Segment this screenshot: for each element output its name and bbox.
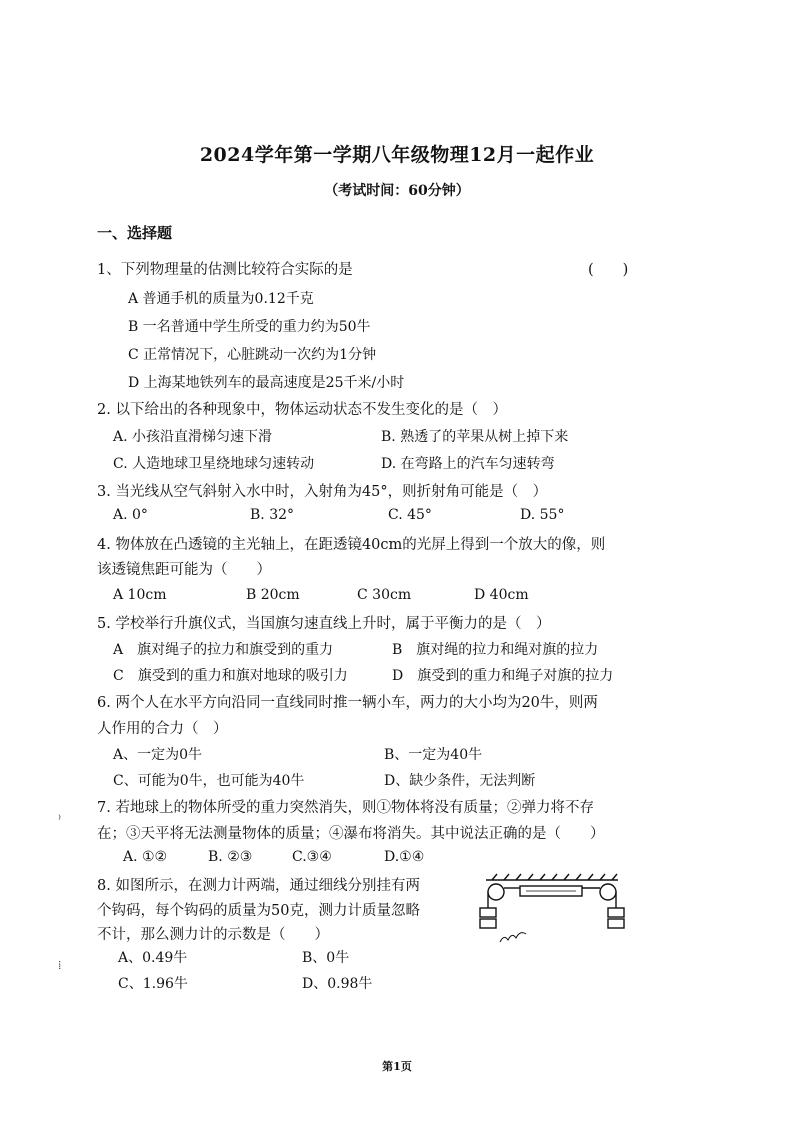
left-pulley <box>488 884 504 900</box>
question-6-stem-continued: 人作用的合力（ ） <box>97 721 228 737</box>
question-7-stem-continued: 在；③天平将无法测量物体的质量；④瀑布将消失。其中说法正确的是（ ） <box>97 826 605 842</box>
question-6-option-c: C、可能为0牛，也可能为40牛 <box>113 773 305 789</box>
question-8-option-d: D、0.98牛 <box>302 976 373 992</box>
question-3-option-a: A. 0° <box>113 507 148 523</box>
question-5-stem: 5. 学校举行升旗仪式，当国旗匀速直线上升时，属于平衡力的是（ ） <box>97 616 551 632</box>
question-4-option-a: A 10cm <box>113 587 167 603</box>
question-7-stem: 7. 若地球上的物体所受的重力突然消失，则①物体将没有质量；②弹力将不存 <box>97 800 594 816</box>
question-7-option-c: C.③④ <box>292 849 332 865</box>
table-hatching <box>492 874 617 880</box>
question-1-stem: 1、下列物理量的估测比较符合实际的是 <box>97 262 353 278</box>
page-title: 2024学年第一学期八年级物理12月一起作业 <box>199 144 595 166</box>
question-4-option-d: D 40cm <box>474 587 529 603</box>
section-heading: 一、选择题 <box>97 224 173 242</box>
question-5-option-d: D 旗受到的重力和绳子对旗的拉力 <box>392 668 614 684</box>
question-3-option-d: D. 55° <box>520 507 565 523</box>
question-7-option-a: A. ①② <box>123 849 168 865</box>
spring-scale-diagram <box>478 868 628 948</box>
question-8-stem: 8. 如图所示，在测力计两端，通过细线分别挂有两 <box>97 878 420 894</box>
question-2-stem: 2. 以下给出的各种现象中，物体运动状态不发生变化的是（ ） <box>97 402 507 418</box>
question-4-stem-continued: 该透镜焦距可能为（ ） <box>97 562 271 578</box>
question-7-option-b: B. ②③ <box>208 849 253 865</box>
question-8-stem-continued-2: 不计，那么测力计的示数是（ ） <box>97 927 329 943</box>
question-6-option-b: B、一定为40牛 <box>384 747 483 763</box>
question-5-option-c: C 旗受到的重力和旗对地球的吸引力 <box>113 668 348 684</box>
question-2-option-b: B. 熟透了的苹果从树上掉下来 <box>381 429 569 445</box>
right-hook-weight-upper <box>608 908 624 917</box>
question-4-option-b: B 20cm <box>246 587 300 603</box>
question-2-option-a: A. 小孩沿直滑梯匀速下滑 <box>113 429 273 445</box>
question-3-stem: 3. 当光线从空气斜射入水中时，入射角为45°，则折射角可能是（ ） <box>97 484 548 500</box>
left-hook-weight-upper <box>480 908 496 917</box>
question-8-option-b: B、0牛 <box>302 950 350 966</box>
question-4-option-c: C 30cm <box>357 587 412 603</box>
question-1-option-b: B 一名普通中学生所受的重力约为50牛 <box>128 319 371 335</box>
question-4-stem: 4. 物体放在凸透镜的主光轴上，在距透镜40cm的光屏上得到一个放大的像，则 <box>97 537 606 553</box>
question-3-option-c: C. 45° <box>388 507 432 523</box>
right-hook-weight-lower <box>608 919 624 928</box>
question-8-option-a: A、0.49牛 <box>118 950 188 966</box>
right-pulley <box>600 884 616 900</box>
question-8-stem-continued: 个钩码，每个钩码的质量为50克，测力计质量忽略 <box>97 903 420 919</box>
question-8-option-c: C、1.96牛 <box>118 976 188 992</box>
question-2-option-d: D. 在弯路上的汽车匀速转弯 <box>381 456 555 472</box>
question-6-stem: 6. 两个人在水平方向沿同一直线同时推一辆小车，两力的大小均为20牛，则两 <box>97 695 598 711</box>
question-1-answer-bracket: ( ) <box>588 262 629 278</box>
binding-mark: ⁞ <box>58 958 62 972</box>
question-6-option-d: D、缺少条件，无法判断 <box>384 773 536 789</box>
page-number: 第1页 <box>382 1060 412 1073</box>
question-5-option-b: B 旗对绳的拉力和绳对旗的拉力 <box>392 642 599 658</box>
left-hook-weight-lower <box>480 919 496 928</box>
question-6-option-a: A、一定为0牛 <box>113 747 203 763</box>
question-7-option-d: D.①④ <box>384 849 425 865</box>
exam-duration: （考试时间：60分钟） <box>324 183 470 199</box>
question-3-option-b: B. 32° <box>250 507 295 523</box>
question-1-option-c: C 正常情况下，心脏跳动一次约为1分钟 <box>128 347 377 363</box>
binding-mark: ⁾ <box>58 812 61 826</box>
question-5-option-a: A 旗对绳子的拉力和旗受到的重力 <box>113 642 334 658</box>
question-2-option-c: C. 人造地球卫星绕地球匀速转动 <box>113 456 315 472</box>
question-1-option-d: D 上海某地铁列车的最高速度是25千米/小时 <box>128 375 405 391</box>
handwritten-mark <box>500 933 526 942</box>
question-1-option-a: A 普通手机的质量为0.12千克 <box>128 291 314 307</box>
